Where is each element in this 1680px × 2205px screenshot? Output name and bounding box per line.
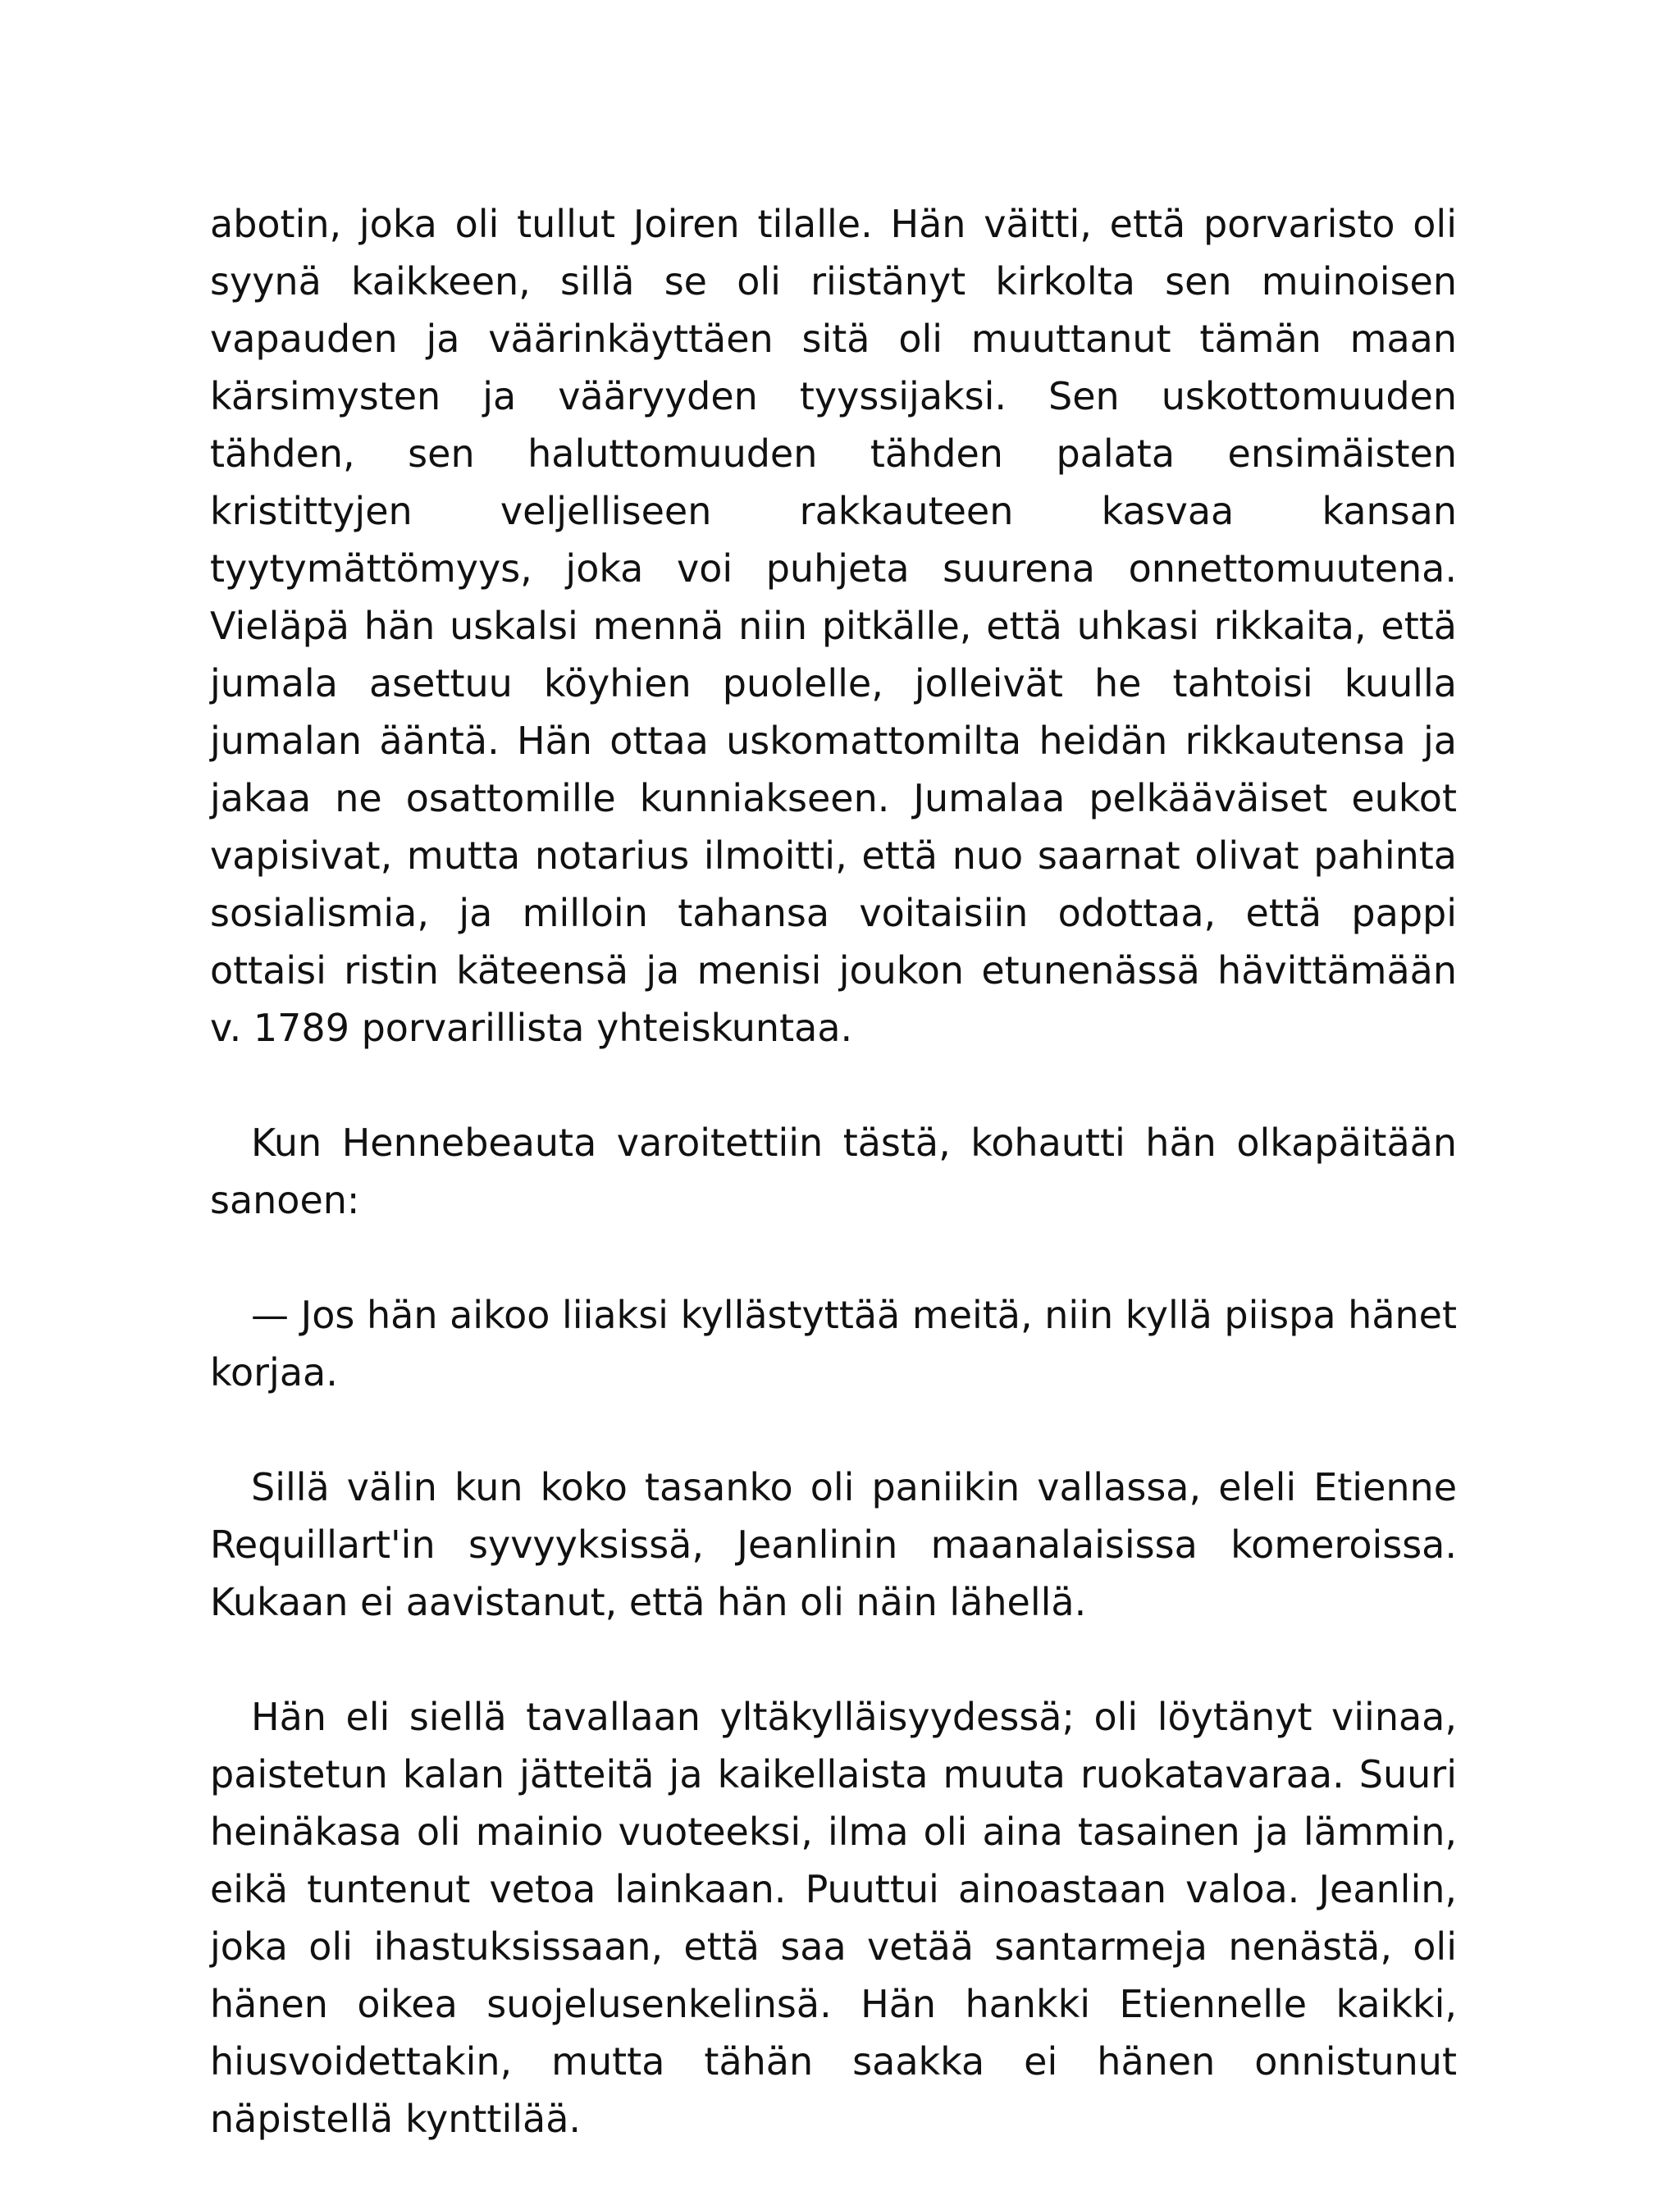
- paragraph: Kun Hennebeauta varoitettiin tästä, kohautti hän olkapäitään sanoen:: [210, 1121, 1457, 1222]
- paragraph: Sillä välin kun koko tasanko oli paniikin vallassa, eleli Etienne Requillart'in syvyyksissä, Jeanlinin maanalaisissa komeroissa. Kukaan ei aavistanut, että hän oli näin lähellä.: [210, 1465, 1457, 1624]
- paragraph: abotin, joka oli tullut Joiren tilalle. Hän väitti, että porvaristo oli syynä kaikkeen, sillä se oli riistänyt kirkolta sen muinoisen vapauden ja väärinkäyttäen sitä oli muuttanut tämän maan kärsimysten ja vääryyden tyyssijaksi. Sen uskottomuuden tähden, sen haluttomuuden tähden palata ensimäisten kristittyjen veljelliseen rakkauteen kasvaa kansan tyytymättömyys, joka voi puhjeta suurena onnettomuutena. Vieläpä hän uskalsi mennä niin pitkälle, että uhkasi rikkaita, että jumala asettuu köyhien puolelle, jolleivät he tahtoisi kuulla jumalan ääntä. Hän ottaa uskomattomilta heidän rikkautensa ja jakaa ne osattomille kunniakseen. Jumalaa pelkääväiset eukot vapisivat, mutta notarius ilmoitti, että nuo saarnat olivat pahinta sosialismia, ja milloin tahansa voitaisiin odottaa, että pappi ottaisi ristin käteensä ja menisi joukon etunenässä hävittämään v. 1789 porvarillista yhteiskuntaa.: [210, 202, 1457, 1050]
- document-page: [210, 195, 1457, 2205]
- paragraph: — Jos hän aikoo liiaksi kyllästyttää meitä, niin kyllä piispa hänet korjaa.: [210, 1293, 1457, 1395]
- paragraph: Hän eli siellä tavallaan yltäkylläisyydessä; oli löytänyt viinaa, paistetun kalan jätteitä ja kaikellaista muuta ruokatavaraa. Suuri heinäkasa oli mainio vuoteeksi, ilma oli aina tasainen ja lämmin, eikä tuntenut vetoa lainkaan. Puuttui ainoastaan valoa. Jeanlin, joka oli ihastuksissaan, että saa vetää santarmeja nenästä, oli hänen oikea suojelusenkelinsä. Hän hankki Etiennelle kaikki, hiusvoidettakin, mutta tähän saakka ei hänen onnistunut näpistellä kynttilää.: [210, 1695, 1457, 2141]
